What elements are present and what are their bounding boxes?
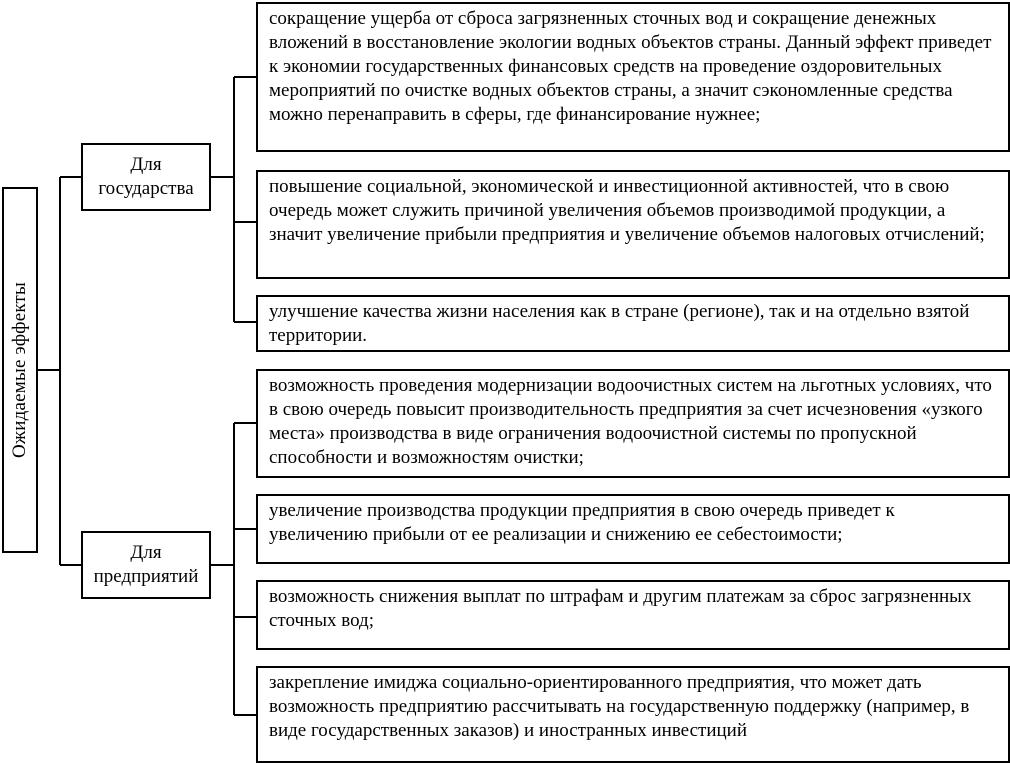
effect-enterprise-1: возможность проведения модернизации водоочистных систем на льготных условиях, что в свою очередь повысит производительность предприятия за счет исчезновения «узкого места» производства в виде ограничения водоочистной системы по пропускной способности и возможностям очистки; (256, 369, 1010, 478)
category-enterprise-label-line2: предприятий (93, 566, 199, 587)
category-state-label-line2: государства (98, 178, 194, 199)
category-state-label-line1: Для (130, 154, 162, 175)
effect-enterprise-4: закрепление имиджа социально-ориентированного предприятия, что может дать возможность предприятию рассчитывать на государственную поддержку (например, в виде государственных заказов) и иностранных инвестиций (256, 666, 1010, 763)
root-box (2, 187, 38, 553)
category-state-box (81, 143, 211, 211)
effect-enterprise-2: увеличение производства продукции предприятия в свою очередь приведет к увеличению прибыли от ее реализации и снижению ее себестоимости; (256, 494, 1010, 564)
category-enterprise-label-line1: Для (130, 542, 162, 563)
category-enterprise-box (81, 531, 211, 599)
effect-enterprise-3: возможность снижения выплат по штрафам и другим платежам за сброс загрязненных сточных вод; (256, 580, 1010, 650)
effect-state-2: повышение социальной, экономической и инвестиционной активностей, что в свою очередь может служить причиной увеличения объемов производимой продукции, а значит увеличение прибыли предприятия и увеличение объемов налоговых отчислений; (256, 170, 1010, 279)
root-label: Ожидаемые эффекты (9, 282, 30, 458)
effect-state-1: сокращение ущерба от сброса загрязненных сточных вод и сокращение денежных вложений в восстановление экологии водных объектов страны. Данный эффект приведет к экономии государственных финансовых средств на проведение оздоровительных мероприятий по очистке водных объектов страны, а значит сэкономленные средства можно перенаправить в сферы, где финансирование нужнее; (256, 2, 1010, 152)
effect-state-3: улучшение качества жизни населения как в стране (регионе), так и на отдельно взятой территории. (256, 295, 1010, 352)
